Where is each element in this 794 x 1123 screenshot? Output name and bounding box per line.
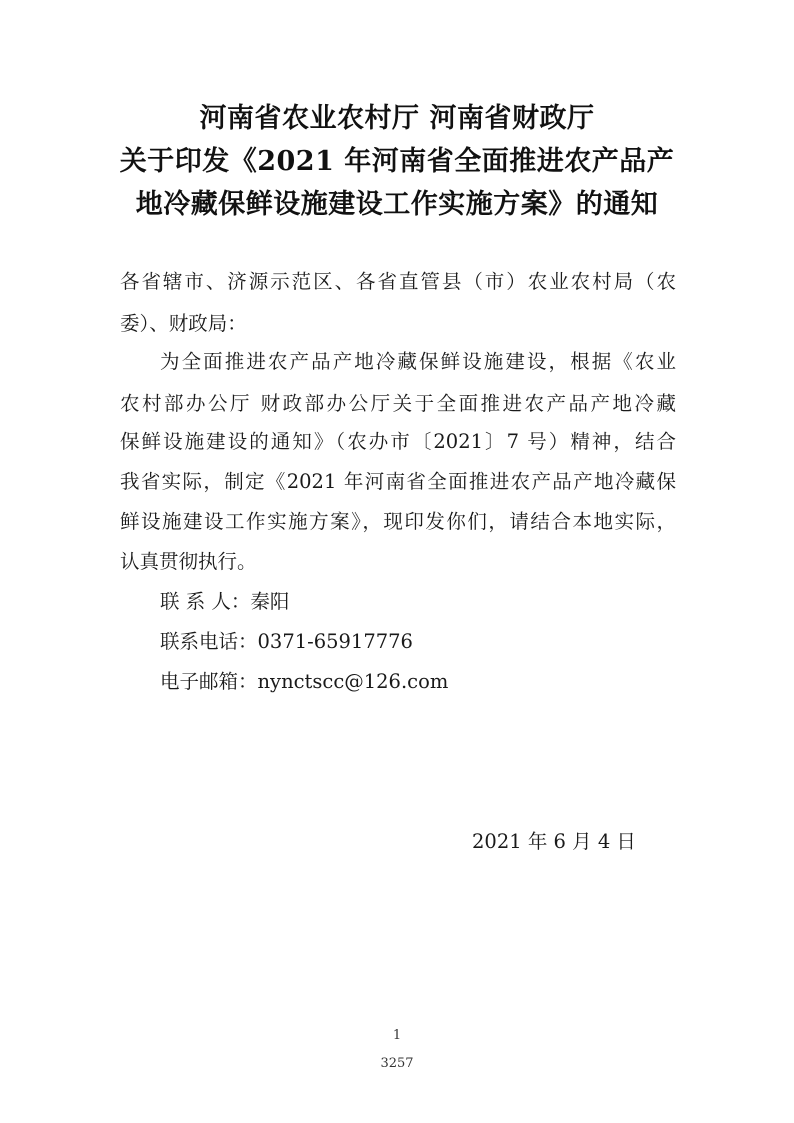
salutation-line-1: 各省辖市、济源示范区、各省直管县（市）农业农村局（农	[120, 270, 676, 293]
contact-person: 联 系 人：秦阳	[160, 590, 290, 613]
body-paragraph-line-1: 为全面推进农产品产地冷藏保鲜设施建设，根据《农业	[160, 350, 676, 373]
page-code: 3257	[380, 1056, 414, 1071]
body-paragraph-line-6: 认真贯彻执行。	[120, 550, 257, 573]
contact-email[interactable]: 电子邮箱：nynctscc@126.com	[160, 670, 449, 693]
body-paragraph-line-3: 保鲜设施建设的通知》（农办市〔2021〕7 号）精神，结合	[120, 430, 676, 453]
document-title-line-2: 关于印发《2021 年河南省全面推进农产品产	[119, 146, 675, 177]
body-paragraph-line-5: 鲜设施建设工作实施方案》，现印发你们，请结合本地实际，	[120, 510, 676, 533]
contact-phone: 联系电话：0371-65917776	[160, 630, 413, 653]
issue-date: 2021 年 6 月 4 日	[472, 830, 636, 853]
body-paragraph-line-2: 农村部办公厅 财政部办公厅关于全面推进农产品产地冷藏	[120, 392, 676, 415]
document-title-line-3: 地冷藏保鲜设施建设工作实施方案》的通知	[135, 189, 659, 220]
page-number: 1	[392, 1028, 402, 1043]
document-title-line-1: 河南省农业农村厅 河南省财政厅	[199, 103, 595, 134]
salutation-line-2: 委）、财政局：	[120, 312, 247, 335]
body-paragraph-line-4: 我省实际，制定《2021 年河南省全面推进农产品产地冷藏保	[120, 470, 676, 493]
